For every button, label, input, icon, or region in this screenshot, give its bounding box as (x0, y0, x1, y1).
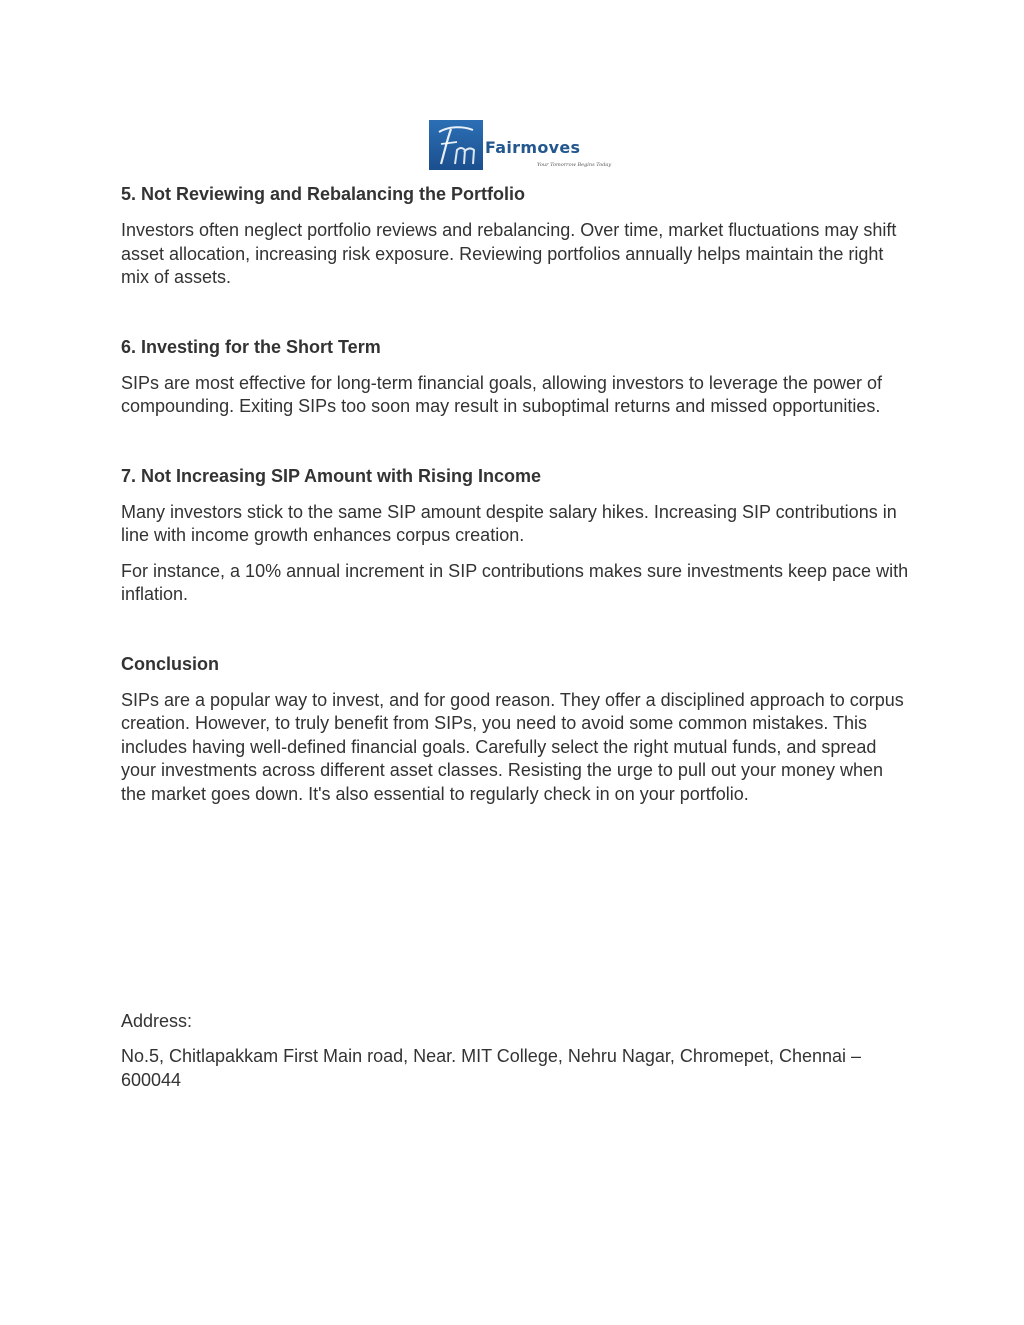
logo-tagline: Your Tomorrow Begins Today (537, 162, 612, 168)
section-paragraph: Many investors stick to the same SIP amount despite salary hikes. Increasing SIP contributions in line with income growth enhances corpus creation. (121, 501, 897, 545)
address-label: Address: (121, 1011, 193, 1031)
address-text: No.5, Chitlapakkam First Main road, Near. MIT College, Nehru Nagar, Chromepet, Chennai – 600044 (121, 1046, 862, 1090)
section-paragraph: SIPs are a popular way to invest, and for good reason. They offer a disciplined approach to corpus creation. However, to truly benefit from SIPs, you need to avoid some common mistakes. This includes having well-defined financial goals. Carefully select the right mutual funds, and spread your investments across different asset classes. Resisting the urge to pull out your money when the market goes down. It's also essential to regularly check in on your portfolio. (121, 689, 904, 804)
logo-wordmark (485, 138, 580, 157)
logo-monogram (429, 120, 483, 170)
logo-monogram-icon (429, 120, 483, 170)
company-logo (429, 118, 612, 174)
section-rebalancing (121, 183, 911, 290)
section-paragraph: Investors often neglect portfolio reviews and rebalancing. Over time, market fluctuations may shift asset allocation, increasing risk exposure. Reviewing portfolios annually helps maintain the right mix of assets. (121, 220, 897, 287)
section-conclusion (121, 653, 911, 807)
logo-name-text: Fairmoves (485, 138, 581, 157)
section-short-term (121, 336, 911, 419)
section-sip-increase (121, 465, 911, 607)
section-paragraph: SIPs are most effective for long-term financial goals, allowing investors to leverage the power of compounding. Exiting SIPs too soon may result in suboptimal returns and missed opportunities. (121, 372, 883, 416)
section-heading: Conclusion (121, 653, 219, 674)
address-block (121, 1010, 911, 1104)
section-heading: 5. Not Reviewing and Rebalancing the Portfolio (121, 184, 526, 204)
section-paragraph: For instance, a 10% annual increment in SIP contributions makes sure investments keep pace with inflation. (121, 560, 909, 604)
document-body (121, 183, 911, 818)
section-heading: 6. Investing for the Short Term (121, 336, 381, 357)
section-heading: 7. Not Increasing SIP Amount with Rising Income (121, 465, 542, 486)
